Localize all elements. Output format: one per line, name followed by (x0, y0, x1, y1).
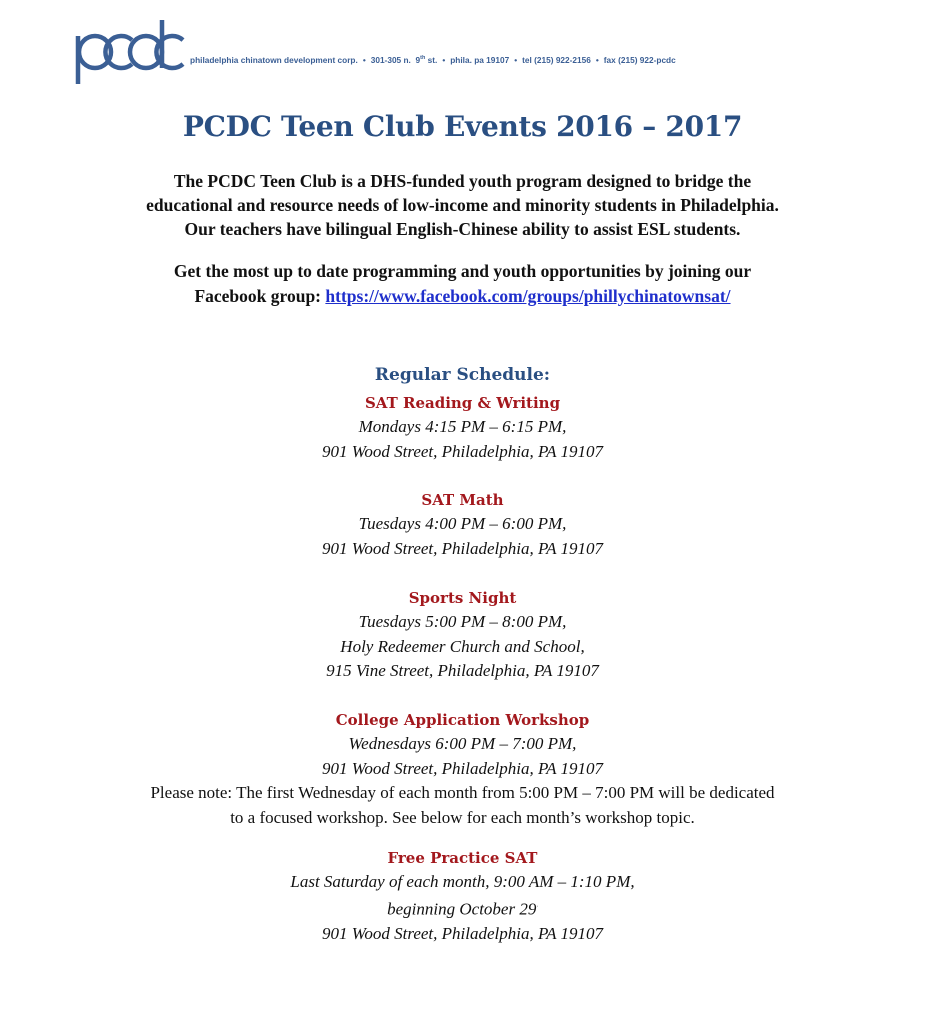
event-time: Mondays 4:15 PM – 6:15 PM, (358, 417, 567, 436)
event-time: Tuesdays 4:00 PM – 6:00 PM, (358, 514, 567, 533)
bullet: • (442, 55, 446, 65)
street-tail: st. (425, 55, 438, 65)
event-name: College Application Workshop (335, 711, 590, 729)
event-name: SAT Reading & Writing (364, 394, 561, 412)
fax: fax (215) 922-pcdc (603, 55, 676, 65)
city: phila. pa 19107 (450, 55, 510, 65)
event-start-sup: · (536, 903, 538, 910)
event-name: Free Practice SAT (387, 849, 538, 867)
event-name: Sports Night (408, 589, 517, 607)
event-time: Tuesdays 5:00 PM – 8:00 PM, (358, 612, 567, 631)
event-start (0, 895, 925, 922)
street-number: 9 (415, 55, 421, 65)
event-venue: Holy Redeemer Church and School, (340, 636, 585, 656)
facebook-line-2 (0, 284, 925, 309)
facebook-label: Facebook group: (194, 286, 326, 306)
event-location: 915 Vine Street, Philadelphia, PA 19107 (326, 661, 599, 680)
event-location: 901 Wood Street, Philadelphia, PA 19107 (322, 441, 603, 461)
bullet: • (362, 55, 366, 65)
event-sat-math (0, 488, 925, 561)
telephone: tel (215) 922-2156 (522, 55, 591, 65)
event-sat-reading-writing (0, 391, 925, 464)
bullet: • (514, 55, 518, 65)
bullet: • (595, 55, 599, 65)
intro-line: educational and resource needs of low-income and minority students in Philadelphia. (146, 195, 779, 215)
facebook-line: Get the most up to date programming and youth opportunities by joining our (173, 261, 752, 281)
event-start-date: beginning October 29 (387, 899, 537, 919)
event-location: 901 Wood Street, Philadelphia, PA 19107 (322, 538, 603, 558)
event-location: 901 Wood Street, Philadelphia, PA 19107 (322, 923, 603, 943)
pcdc-logo (74, 18, 186, 86)
intro-line: Our teachers have bilingual English-Chinese ability to assist ESL students. (184, 219, 741, 239)
letterhead-contact (190, 55, 676, 65)
event-note: to a focused workshop. See below for each month’s workshop topic. (230, 807, 695, 827)
facebook-group-link[interactable]: https://www.facebook.com/groups/phillychinatownsat/ (325, 286, 731, 306)
event-time: Wednesdays 6:00 PM – 7:00 PM, (348, 734, 577, 753)
letterhead (74, 18, 834, 88)
intro-line: The PCDC Teen Club is a DHS-funded youth program designed to bridge the (173, 171, 752, 191)
intro-paragraph (0, 169, 925, 241)
facebook-paragraph (0, 259, 925, 309)
address: 301-305 n. (370, 55, 411, 65)
street-suffix: th (420, 55, 426, 62)
event-time: Last Saturday of each month, 9:00 AM – 1:10 PM, (290, 872, 635, 891)
event-note: Please note: The first Wednesday of each month from 5:00 PM – 7:00 PM will be dedicated (150, 783, 775, 802)
event-free-practice-sat (0, 846, 925, 946)
event-sports-night (0, 586, 925, 684)
page-title: PCDC Teen Club Events 2016 – 2017 (182, 110, 743, 143)
org-name: philadelphia chinatown development corp. (190, 55, 358, 65)
event-location: 901 Wood Street, Philadelphia, PA 19107 (322, 758, 603, 778)
schedule-heading: Regular Schedule: (374, 365, 551, 385)
event-name: SAT Math (421, 491, 504, 509)
event-college-application-workshop (0, 708, 925, 830)
